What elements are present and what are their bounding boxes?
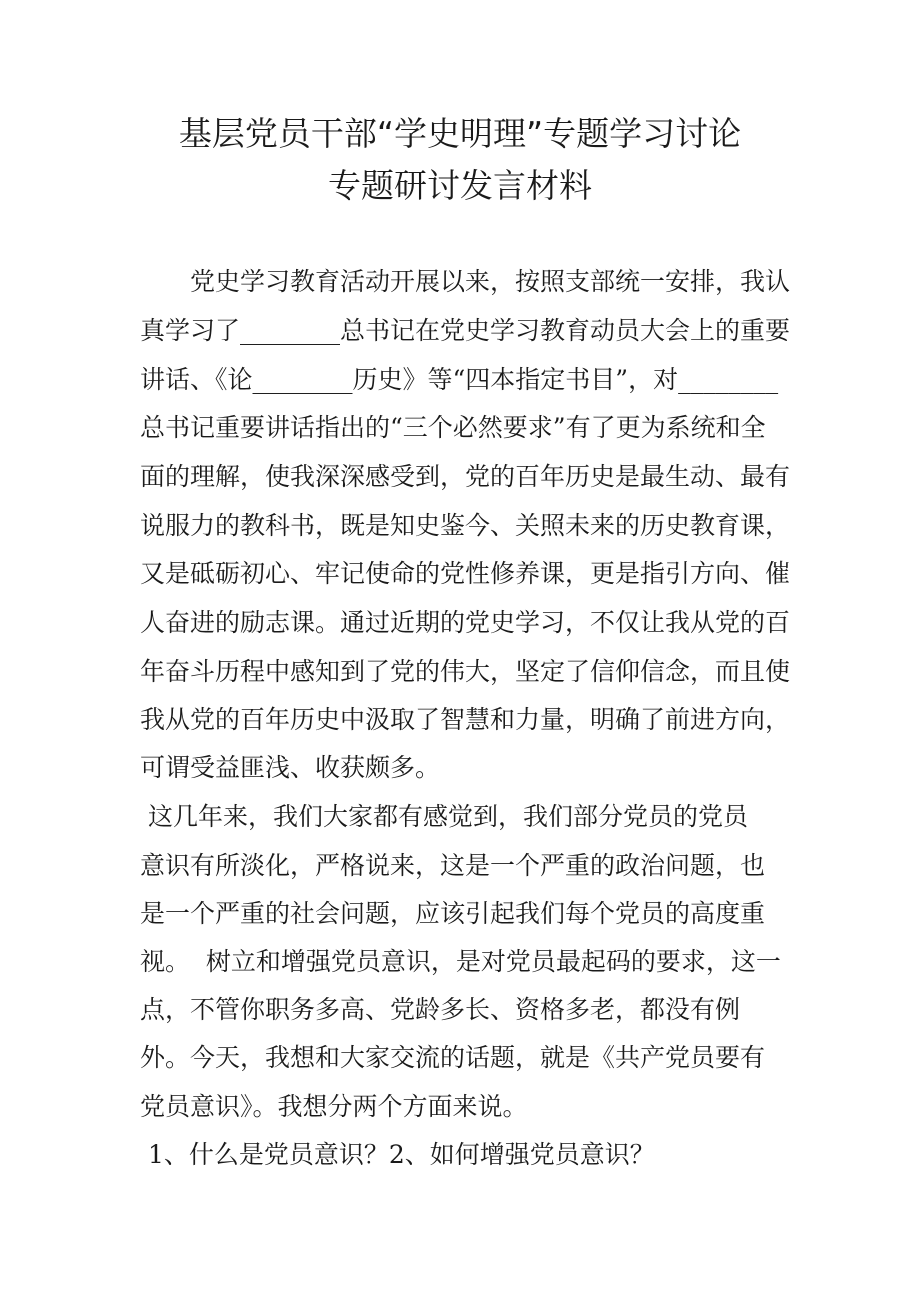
- paragraph-2-line: 点，不管你职务多高、党龄多长、资格多老，都没有例: [140, 995, 741, 1024]
- paragraph-2-line: 外。今天，我想和大家交流的话题，就是《共产党员要有: [140, 1043, 766, 1072]
- document-title-line-1: 基层党员干部“学史明理”专题学习讨论: [178, 114, 742, 153]
- paragraph-1-line: 年奋斗历程中感知到了党的伟大，坚定了信仰信念，而且使: [140, 657, 791, 686]
- paragraph-2-line: 意识有所淡化，严格说来，这是一个严重的政治问题，也: [140, 851, 766, 880]
- paragraph-2-line: 是一个严重的社会问题，应该引起我们每个党员的高度重: [140, 899, 766, 928]
- paragraph-2-line: 党员意识》。我想分两个方面来说。: [140, 1092, 528, 1121]
- paragraph-1-line: 面的理解，使我深深感受到，党的百年历史是最生动、最有: [140, 462, 791, 491]
- paragraph-1-line: 真学习了________总书记在党史学习教育动员大会上的重要: [140, 316, 791, 345]
- paragraph-1-line: 又是砥砺初心、牢记使命的党性修养课，更是指引方向、催: [140, 559, 791, 588]
- paragraph-1-line: 党史学习教育活动开展以来，按照支部统一安排，我认: [140, 267, 791, 296]
- paragraph-3-line: 1、什么是党员意识？2、如何增强党员意识？: [140, 1140, 655, 1169]
- paragraph-1-line: 我从党的百年历史中汲取了智慧和力量，明确了前进方向，: [140, 705, 791, 734]
- paragraph-1-line: 讲话、《论________历史》等“四本指定书目”，对________: [140, 365, 779, 394]
- paragraph-1-line: 可谓受益匪浅、收获颇多。: [140, 753, 441, 782]
- paragraph-1-line: 人奋进的励志课。通过近期的党史学习，不仅让我从党的百: [140, 608, 791, 637]
- document-title-line-2: 专题研讨发言材料: [328, 166, 592, 205]
- paragraph-1-line: 说服力的教科书，既是知史鉴今、关照未来的历史教育课，: [140, 511, 791, 540]
- paragraph-1-line: 总书记重要讲话指出的“三个必然要求”有了更为系统和全: [140, 413, 766, 442]
- paragraph-2-line: 这几年来，我们大家都有感觉到，我们部分党员的党员: [140, 802, 748, 831]
- paragraph-2-line: 视。 树立和增强党员意识，是对党员最起码的要求，这一: [140, 947, 781, 976]
